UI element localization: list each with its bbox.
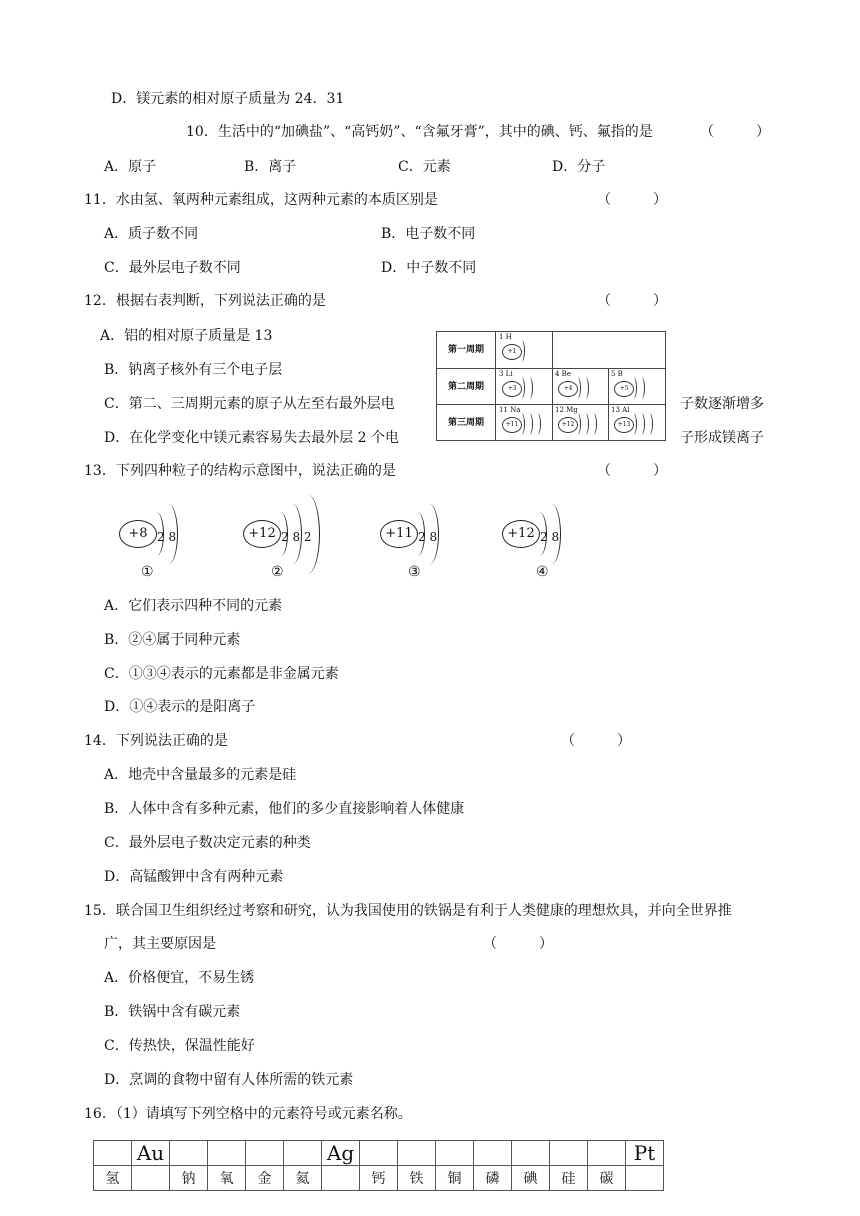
symbol-cell[interactable] xyxy=(94,1141,132,1166)
symbol-cell[interactable] xyxy=(398,1141,436,1166)
symbol-row xyxy=(94,1141,664,1166)
electron-shell xyxy=(646,413,653,435)
element-nucleus: +11 xyxy=(502,417,522,433)
periodic-table-figure xyxy=(436,331,666,441)
symbol-cell[interactable]: Au xyxy=(132,1141,170,1166)
q12-option-d-cont: 子形成镁离子 xyxy=(680,430,764,446)
name-cell[interactable]: 碘 xyxy=(512,1166,550,1191)
element-symbol: 3 Li xyxy=(499,370,513,378)
electron-shell xyxy=(590,413,597,435)
electron-shell xyxy=(526,413,533,435)
electron-shell xyxy=(518,377,525,399)
electron-shell xyxy=(574,413,581,435)
electron-shell xyxy=(630,413,637,435)
electron-shell xyxy=(574,377,581,399)
name-cell[interactable]: 氧 xyxy=(208,1166,246,1191)
q12-option-c-cont: 子数逐渐增多 xyxy=(680,396,764,412)
element-cell-al xyxy=(608,405,664,441)
q14-option-b: B．人体中含有多种元素，他们的多少直接影响着人体健康 xyxy=(104,801,465,817)
q11-option-d: D．中子数不同 xyxy=(381,260,477,276)
q13-option-b: B．②④属于同种元素 xyxy=(104,632,241,648)
symbol-cell[interactable] xyxy=(436,1141,474,1166)
q10-option-b: B．离子 xyxy=(244,159,297,175)
q14-option-c: C．最外层电子数决定元素的种类 xyxy=(104,835,311,851)
element-symbol: 5 B xyxy=(611,370,623,378)
q15-option-a: A．价格便宜，不易生锈 xyxy=(104,970,255,986)
name-cell[interactable]: 磷 xyxy=(474,1166,512,1191)
symbol-cell[interactable] xyxy=(512,1141,550,1166)
element-cell-mg xyxy=(552,405,609,441)
element-nucleus: +1 xyxy=(502,344,522,360)
q15-stem-line1: 15．联合国卫生组织经过考察和研究，认为我国使用的铁锅是有利于人类健康的理想炊具，并向全世界推 xyxy=(84,903,732,919)
q12-answer-paren: （ ） xyxy=(597,293,667,309)
diagram-label: ③ xyxy=(408,564,421,580)
symbol-cell[interactable] xyxy=(474,1141,512,1166)
particle-diagram-1 xyxy=(119,500,219,580)
electron-counts: 2 8 xyxy=(418,530,438,544)
q14-option-a: A．地壳中含量最多的元素是硅 xyxy=(104,767,297,783)
q9-option-d: D．镁元素的相对原子质量为 24．31 xyxy=(111,91,345,107)
element-cell-h xyxy=(496,332,553,368)
element-nucleus: +13 xyxy=(614,417,634,433)
q10-option-d: D．分子 xyxy=(552,159,606,175)
q12-option-d: D．在化学变化中镁元素容易失去最外层 2 个电 xyxy=(104,430,400,446)
element-cell-b xyxy=(608,369,664,405)
q14-stem: 14．下列说法正确的是 xyxy=(84,733,228,749)
symbol-cell[interactable] xyxy=(170,1141,208,1166)
period-label: 第三周期 xyxy=(437,405,496,441)
element-symbol: 13 Al xyxy=(611,406,630,414)
period-row-3 xyxy=(437,404,665,441)
electron-shell xyxy=(638,377,645,399)
element-symbol: 12 Mg xyxy=(555,406,578,414)
name-cell[interactable] xyxy=(322,1166,360,1191)
nucleus-charge: +12 xyxy=(502,520,540,548)
q13-answer-paren: （ ） xyxy=(597,463,667,479)
particle-diagram-3 xyxy=(380,500,480,580)
period-label: 第一周期 xyxy=(437,332,496,368)
particle-diagram-2 xyxy=(243,500,343,580)
name-cell[interactable] xyxy=(626,1166,664,1191)
q12-option-a: A．铝的相对原子质量是 13 xyxy=(100,328,273,344)
element-nucleus: +5 xyxy=(614,381,634,397)
q14-option-d: D．高锰酸钾中含有两种元素 xyxy=(104,869,284,885)
name-cell[interactable]: 硅 xyxy=(550,1166,588,1191)
q15-option-d: D．烹调的食物中留有人体所需的铁元素 xyxy=(104,1072,354,1088)
q15-option-c: C．传热快，保温性能好 xyxy=(104,1038,255,1054)
q15-stem-line2: 广，其主要原因是 xyxy=(104,936,216,952)
symbol-cell[interactable] xyxy=(246,1141,284,1166)
period-row-2 xyxy=(437,368,665,405)
q13-option-a: A．它们表示四种不同的元素 xyxy=(104,598,283,614)
q10-answer-paren: （ ） xyxy=(700,124,770,140)
q13-option-d: D．①④表示的是阳离子 xyxy=(104,699,256,715)
particle-diagram-4 xyxy=(502,500,602,580)
element-nucleus: +12 xyxy=(558,417,578,433)
electron-shell xyxy=(630,377,637,399)
q11-option-c: C．最外层电子数不同 xyxy=(104,260,241,276)
electron-shell xyxy=(518,340,525,362)
q11-answer-paren: （ ） xyxy=(597,192,667,208)
element-nucleus: +3 xyxy=(502,381,522,397)
name-cell[interactable] xyxy=(132,1166,170,1191)
element-fill-grid xyxy=(93,1140,664,1191)
diagram-label: ② xyxy=(271,564,284,580)
electron-shell xyxy=(582,377,589,399)
symbol-cell[interactable] xyxy=(208,1141,246,1166)
symbol-cell[interactable]: Ag xyxy=(322,1141,360,1166)
name-cell[interactable]: 氢 xyxy=(94,1166,132,1191)
electron-shell xyxy=(526,377,533,399)
diagram-label: ① xyxy=(141,564,154,580)
q11-option-a: A．质子数不同 xyxy=(104,226,199,242)
q12-option-c: C．第二、三周期元素的原子从左至右最外层电 xyxy=(104,396,395,412)
element-symbol: 11 Na xyxy=(499,406,521,414)
electron-shell xyxy=(534,413,541,435)
q15-option-b: B．铁锅中含有碳元素 xyxy=(104,1004,241,1020)
electron-counts: 2 8 2 xyxy=(281,530,312,544)
q10-stem: 10．生活中的“加碘盐”、“高钙奶”、“含氟牙膏”，其中的碘、钙、氟指的是 xyxy=(186,124,653,140)
electron-counts: 2 8 xyxy=(157,530,177,544)
electron-shell xyxy=(638,413,645,435)
name-cell[interactable]: 金 xyxy=(246,1166,284,1191)
name-cell[interactable]: 铁 xyxy=(398,1166,436,1191)
electron-shell xyxy=(518,413,525,435)
symbol-cell[interactable] xyxy=(550,1141,588,1166)
symbol-cell[interactable] xyxy=(284,1141,322,1166)
nucleus-charge: +12 xyxy=(243,520,281,548)
q13-option-c: C．①③④表示的元素都是非金属元素 xyxy=(104,666,339,682)
q11-stem: 11．水由氢、氧两种元素组成，这两种元素的本质区别是 xyxy=(84,192,438,208)
period-row-1 xyxy=(437,332,665,368)
nucleus-charge: +11 xyxy=(380,520,418,548)
electron-counts: 2 8 xyxy=(540,530,560,544)
nucleus-charge: +8 xyxy=(119,520,157,548)
q12-stem: 12．根据右表判断，下列说法正确的是 xyxy=(84,293,326,309)
q10-option-c: C．元素 xyxy=(398,159,451,175)
name-cell[interactable]: 钙 xyxy=(360,1166,398,1191)
diagram-label: ④ xyxy=(536,564,549,580)
symbol-cell[interactable]: Pt xyxy=(626,1141,664,1166)
element-cell-li xyxy=(496,369,553,405)
name-cell[interactable]: 碳 xyxy=(588,1166,626,1191)
q14-answer-paren: （ ） xyxy=(561,733,631,749)
electron-shell xyxy=(582,413,589,435)
name-cell[interactable]: 钠 xyxy=(170,1166,208,1191)
q16-stem: 16．（1）请填写下列空格中的元素符号或元素名称。 xyxy=(84,1106,412,1122)
q11-option-b: B．电子数不同 xyxy=(381,226,476,242)
element-symbol: 4 Be xyxy=(555,370,571,378)
symbol-cell[interactable] xyxy=(588,1141,626,1166)
name-cell[interactable]: 铜 xyxy=(436,1166,474,1191)
q13-stem: 13．下列四种粒子的结构示意图中，说法正确的是 xyxy=(84,463,396,479)
q15-answer-paren: （ ） xyxy=(483,936,553,952)
name-row xyxy=(94,1166,664,1191)
q10-option-a: A．原子 xyxy=(104,159,157,175)
period-label: 第二周期 xyxy=(437,369,496,405)
name-cell[interactable]: 氦 xyxy=(284,1166,322,1191)
symbol-cell[interactable] xyxy=(360,1141,398,1166)
q12-option-b: B．钠离子核外有三个电子层 xyxy=(104,362,283,378)
element-symbol: 1 H xyxy=(499,333,512,341)
element-cell-be xyxy=(552,369,609,405)
element-nucleus: +4 xyxy=(558,381,578,397)
element-cell-na xyxy=(496,405,553,441)
